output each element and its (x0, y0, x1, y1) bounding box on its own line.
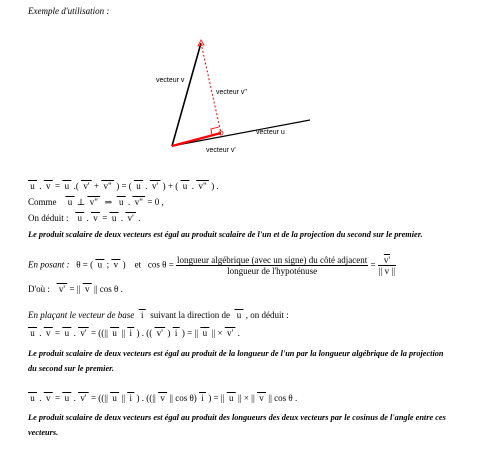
theorem-3: Le produit scalaire de deux vecteurs est égal au produit des longueurs des deux vecteurs par le cosinus de l'angle entre ces vecteurs. (28, 413, 446, 437)
projection-dotted-line (201, 43, 221, 133)
equation-1: u . v = u .( v' + v" ) = ( u . v' ) + ( u . v" ) . (28, 181, 219, 191)
deduit-line: On déduit : u . v = u . v' . (28, 213, 141, 223)
vector-v-line (172, 43, 201, 146)
label-vector-vsecond: vecteur v" (216, 89, 247, 96)
equation-2: u . v = u . v' = ((|| u || i ) . (( v' ) i ) = || u || × v' . (28, 328, 240, 338)
cos-fraction: $\frac{\text{longueur algébrique (avec un signe) du côté adjacent}}{\text{longueur de l'hypoténuse}}$ (177, 255, 368, 276)
placant-line: En plaçant le vecteur de base i suivant la direction de u , on déduit : (28, 310, 289, 320)
label-vector-vprime: vecteur v' (206, 147, 236, 154)
posant-line: En posant : θ = ( u ; v ) et cos θ = $\frac{\text{longueur algébrique (avec un signe) du côté adjacent}}{\text{longueur de l'hypoténuse}}$ = $\frac{v'}{|| v ||}$ (28, 255, 396, 276)
dou-line: D'où : v' = || v || cos θ . (28, 284, 123, 294)
cos-fraction-2: $\frac{v'}{|| v ||}$ (378, 255, 396, 276)
comme-line: Comme u ⊥ v" ⇒ u . v" = 0 , (28, 197, 164, 207)
vector-vprime-line (172, 133, 221, 146)
label-vector-v: vecteur v (156, 77, 185, 84)
theorem-2: Le produit scalaire de deux vecteurs est égal au produit de la longueur de l'un par la longueur algébrique de la projection du second sur le premier. (28, 349, 444, 373)
example-heading: Exemple d'utilisation : (28, 6, 110, 16)
label-vector-u: vecteur u (256, 129, 285, 136)
equation-3: u . v = u . v' = ((|| u || i ) . ((|| v || cos θ) i ) = || u || × || v || cos θ . (28, 393, 298, 403)
vector-diagram (150, 32, 320, 157)
vector-u-line (172, 120, 310, 146)
theorem-1: Le produit scalaire de deux vecteurs est égal au produit scalaire de l'un et de la projection du second sur le premier. (28, 230, 423, 239)
